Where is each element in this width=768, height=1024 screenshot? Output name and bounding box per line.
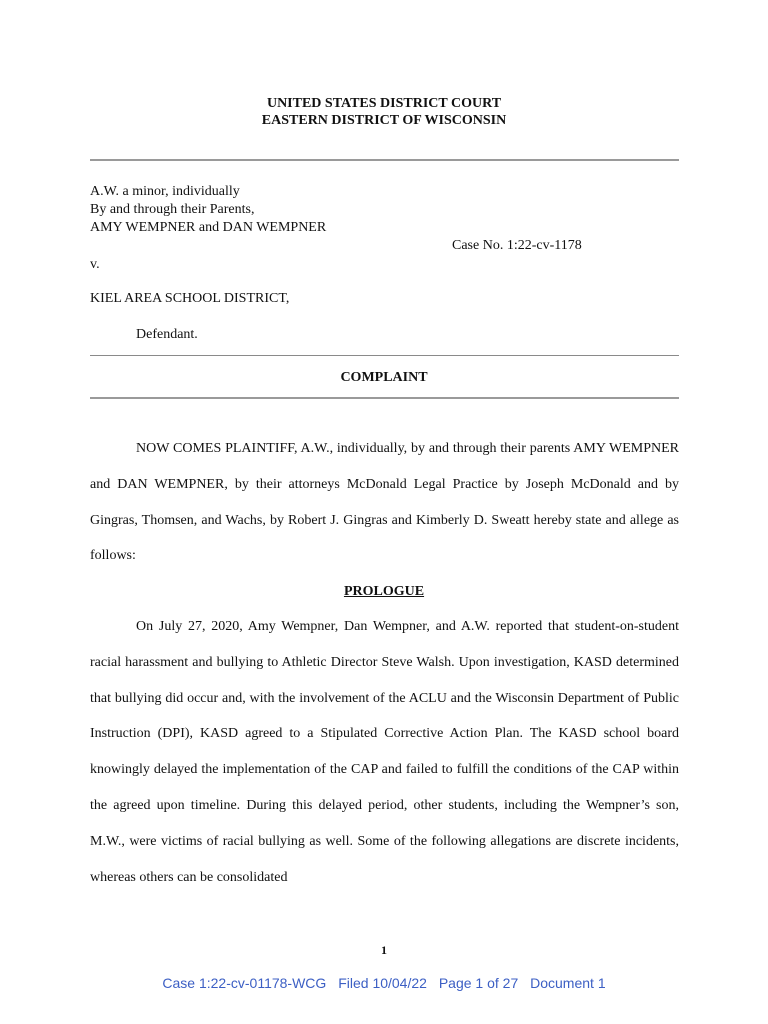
complaint-title: COMPLAINT bbox=[340, 370, 428, 385]
page-number: 1 bbox=[381, 943, 387, 957]
caption-bottom-rule bbox=[90, 355, 679, 356]
footer-case-number: Case 1:22-cv-01178-WCG bbox=[162, 975, 327, 991]
filing-footer bbox=[0, 974, 768, 992]
prologue-heading: PROLOGUE bbox=[343, 584, 425, 599]
defendant-label: Defendant. bbox=[136, 327, 198, 342]
title-rule bbox=[90, 397, 679, 399]
prologue-paragraph: On July 27, 2020, Amy Wempner, Dan Wempner, and A.W. reported that student-on-student racial harassment and bullying to Athletic Director Steve Walsh. Upon investigation, KASD determined that bullying did occur and, with the involvement of the ACLU and the Wisconsin Department of Public Instruction (DPI), KASD agreed to a Stipulated Corrective Action Plan. The KASD school board knowingly delayed the implementation of the CAP and failed to fulfill the conditions of the CAP within the agreed upon timeline. During this delayed period, other students, including the Wempner’s son, M.W., were victims of racial bullying as well. Some of the following allegations are discrete incidents, whereas others can be consolidated bbox=[90, 619, 679, 885]
case-number: Case No. 1:22-cv-1178 bbox=[452, 238, 582, 253]
plaintiff-line-2: By and through their Parents, bbox=[90, 202, 255, 217]
plaintiff-line-3: AMY WEMPNER and DAN WEMPNER bbox=[90, 220, 327, 235]
court-name: UNITED STATES DISTRICT COURT bbox=[266, 96, 502, 111]
footer-filed-date: Filed 10/04/22 bbox=[338, 975, 427, 991]
caption-top-rule bbox=[90, 159, 679, 161]
footer-document-number: Document 1 bbox=[530, 975, 606, 991]
footer-page-count: Page 1 of 27 bbox=[438, 975, 519, 991]
court-district: EASTERN DISTRICT OF WISCONSIN bbox=[261, 113, 507, 128]
plaintiff-line-1: A.W. a minor, individually bbox=[90, 184, 240, 199]
intro-paragraph: NOW COMES PLAINTIFF, A.W., individually, by and through their parents AMY WEMPNER and DAN WEMPNER, by their attorneys McDonald Legal Practice by Joseph McDonald and by Gingras, Thomsen, and Wachs, by Robert J. Gingras and Kimberly D. Sweatt hereby state and allege as follows: bbox=[90, 441, 679, 564]
defendant-name: KIEL AREA SCHOOL DISTRICT, bbox=[90, 291, 290, 306]
versus-label: v. bbox=[90, 257, 100, 272]
